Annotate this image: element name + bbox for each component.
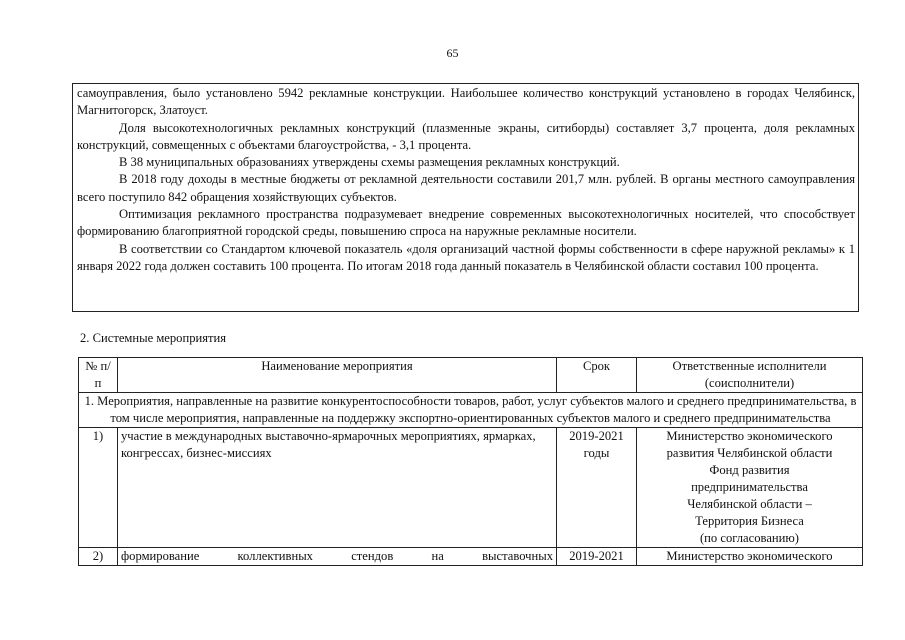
events-table — [78, 357, 863, 566]
row-name: формирование коллективных стендов на выставочных — [118, 548, 557, 566]
paragraph: В 38 муниципальных образованиях утверждены схемы размещения рекламных конструкций. — [119, 155, 620, 170]
section-title: 2. Системные мероприятия — [80, 331, 227, 345]
responsible-line: Министерство экономического — [666, 549, 833, 563]
paragraph: В соответствии со Стандартом ключевой показатель «доля организаций частной формы собственности в сфере наружной рекламы» к 1 января 2022 года должен составить 100 процента. По итогам 2018 года данный показатель в Челябинской области составил 100 процента. — [77, 241, 855, 273]
responsible-line: предпринимательства — [691, 480, 808, 494]
header-term: Срок — [557, 358, 637, 393]
row-term — [557, 428, 637, 548]
paragraph: Оптимизация рекламного пространства подразумевает внедрение современных высокотехнологичных носителей, что способствует формированию благоприятной городской среды, повышению спроса на наружные рекламные носители. — [77, 207, 855, 239]
row-responsible — [637, 428, 863, 548]
table-row — [79, 428, 863, 548]
responsible-line: Территория Бизнеса — [695, 514, 804, 528]
header-number: № п/п — [79, 358, 118, 393]
term-line: годы — [583, 446, 610, 460]
row-name: участие в международных выставочно-ярмарочных мероприятиях, ярмарках, конгрессах, бизнес-миссиях — [118, 428, 557, 548]
page-number: 65 — [446, 46, 459, 60]
term-line: 2019-2021 — [569, 549, 624, 563]
group-title: 1. Мероприятия, направленные на развитие конкурентоспособности товаров, работ, услуг субъектов малого и среднего предпринимательства, в том числе мероприятия, направленные на поддержку экспортно-ориентированных субъектов малого и среднего предпринимательства — [79, 393, 863, 428]
header-name: Наименование мероприятия — [118, 358, 557, 393]
text-block — [72, 83, 859, 312]
paragraph: Доля высокотехнологичных рекламных конструкций (плазменные экраны, ситиборды) составляет 3,7 процента, доля рекламных конструкций, совмещенных с объектами благоустройства, - 3,1 процента. — [77, 120, 855, 152]
row-term — [557, 548, 637, 566]
term-line: 2019-2021 — [569, 429, 624, 443]
responsible-line: развития Челябинской области — [666, 446, 833, 460]
table-row — [79, 548, 863, 566]
group-row — [79, 393, 863, 428]
row-responsible — [637, 548, 863, 566]
responsible-line: Фонд развития — [709, 463, 790, 477]
row-number: 1) — [79, 428, 118, 548]
row-number: 2) — [79, 548, 118, 566]
table-header-row — [79, 358, 863, 393]
paragraph: самоуправления, было установлено 5942 рекламные конструкции. Наибольшее количество конструкций установлено в городах Челябинск, Магнитогорск, Златоуст. — [77, 86, 855, 118]
responsible-line: Челябинской области – — [687, 497, 812, 511]
paragraph: В 2018 году доходы в местные бюджеты от рекламной деятельности составили 201,7 млн. рублей. В органы местного самоуправления всего поступило 842 обращения хозяйствующих субъектов. — [77, 172, 855, 204]
responsible-line: Министерство экономического — [666, 429, 833, 443]
header-responsible: Ответственные исполнители (соисполнители) — [637, 358, 863, 393]
responsible-line: (по согласованию) — [699, 531, 799, 545]
